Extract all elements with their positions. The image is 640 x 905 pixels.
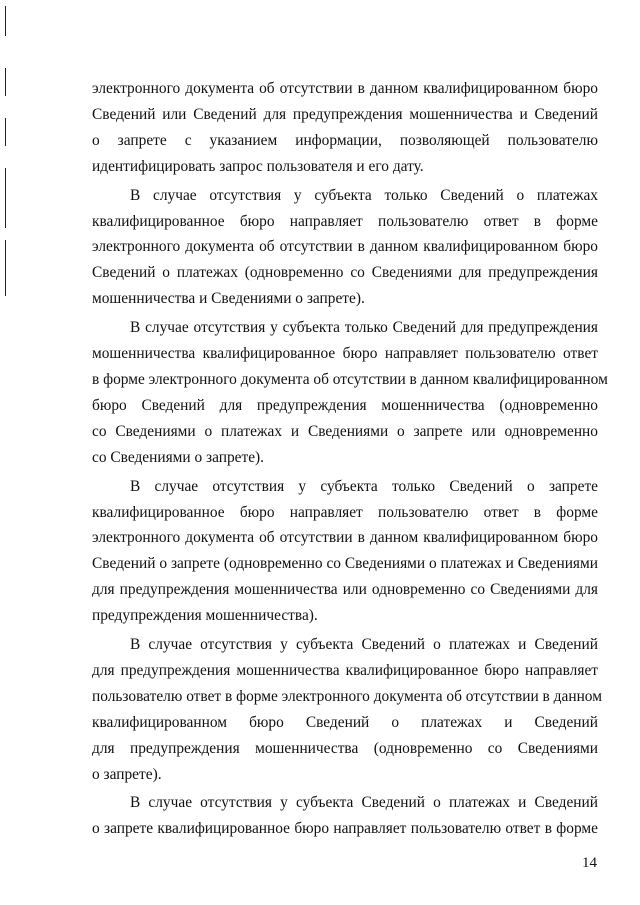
- paragraph: [92, 183, 598, 313]
- scan-margin-mark: [5, 6, 6, 36]
- paragraph: [92, 790, 598, 842]
- text-line: пользователю ответ в форме электронного документа об отсутствии в данном: [92, 687, 602, 705]
- paragraph: [92, 315, 608, 470]
- text-line: для предупреждения мошенничества или одновременно со Сведениями для: [92, 581, 598, 599]
- text-line: о запрете квалифицированное бюро направляет пользователю ответ в форме: [92, 820, 598, 838]
- text-line: для предупреждения мошенничества квалифицированное бюро направляет: [92, 661, 598, 679]
- document-body: [92, 76, 608, 845]
- text-line: квалифицированное бюро направляет пользователю ответ в форме: [92, 212, 598, 230]
- paragraph: [92, 632, 602, 787]
- text-line: электронного документа об отсутствии в данном квалифицированном бюро: [92, 529, 598, 547]
- text-line: идентифицировать запрос пользователя и его дату.: [92, 157, 424, 175]
- scan-margin-mark: [5, 240, 6, 296]
- text-line: В случае отсутствия у субъекта Сведений о платежах и Сведений: [130, 636, 598, 654]
- scan-margin-mark: [5, 168, 6, 228]
- paragraph: [92, 474, 598, 629]
- text-line: для предупреждения мошенничества (одновременно со Сведениями: [92, 739, 598, 757]
- text-line: квалифицированное бюро направляет пользователю ответ в форме: [92, 503, 598, 521]
- text-line: электронного документа об отсутствии в данном квалифицированном бюро: [92, 80, 598, 97]
- text-line: электронного документа об отсутствии в данном квалифицированном бюро: [92, 238, 598, 256]
- page-number: 14: [582, 855, 597, 871]
- text-line: мошенничества и Сведениями о запрете).: [92, 290, 365, 308]
- text-line: В случае отсутствия у субъекта только Сведений о запрете: [130, 477, 598, 495]
- text-line: Сведений или Сведений для предупреждения мошенничества и Сведений: [92, 105, 598, 123]
- text-line: предупреждения мошенничества).: [92, 607, 318, 625]
- text-line: со Сведениями о платежах и Сведениями о запрете или одновременно: [92, 422, 598, 440]
- scan-margin-mark: [5, 68, 6, 96]
- text-line: В случае отсутствия у субъекта Сведений о платежах и Сведений: [130, 794, 598, 812]
- text-line: квалифицированном бюро Сведений о платежах и Сведений: [92, 713, 598, 731]
- scan-margin-mark: [5, 118, 6, 146]
- text-line: Сведений о запрете (одновременно со Сведениями о платежах и Сведениями: [92, 555, 598, 573]
- text-line: о запрете).: [92, 765, 162, 783]
- text-line: в форме электронного документа об отсутствии в данном квалифицированном: [92, 370, 608, 388]
- text-line: мошенничества квалифицированное бюро направляет пользователю ответ: [92, 345, 598, 363]
- paragraph: [92, 76, 598, 180]
- text-line: со Сведениями о запрете).: [92, 448, 265, 466]
- text-line: Сведений о платежах (одновременно со Сведениями для предупреждения: [92, 264, 598, 282]
- text-line: бюро Сведений для предупреждения мошенничества (одновременно: [92, 396, 598, 414]
- text-line: В случае отсутствия у субъекта только Сведений о платежах: [130, 186, 598, 204]
- text-line: о запрете с указанием информации, позволяющей пользователю: [92, 131, 598, 149]
- text-line: В случае отсутствия у субъекта только Сведений для предупреждения: [130, 319, 598, 337]
